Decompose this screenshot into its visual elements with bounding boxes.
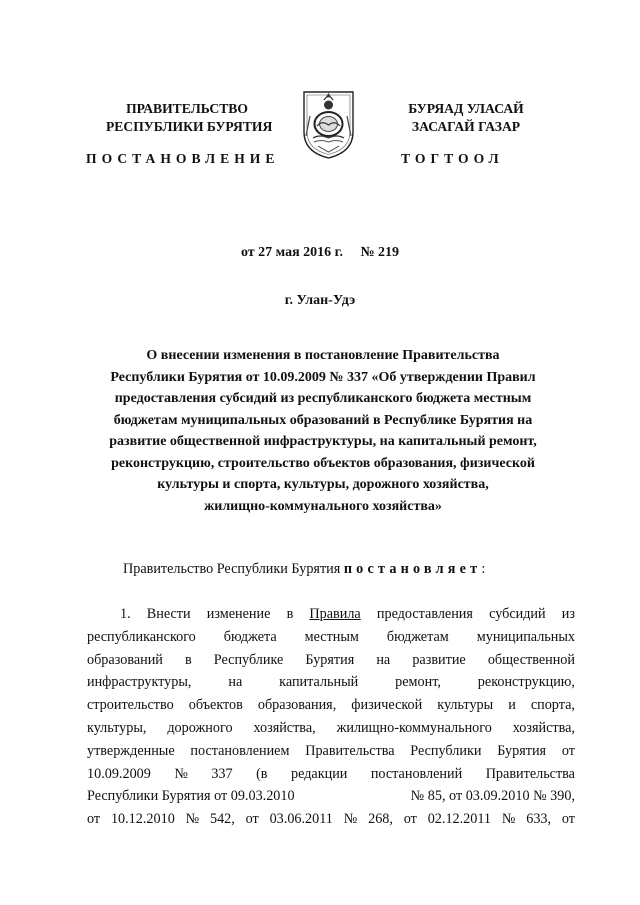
paragraph-word: 10.12.2010	[110, 811, 175, 828]
title-line: культуры и спорта, культуры, дорожного хозяйства,	[157, 477, 489, 492]
paragraph-word: редакции	[290, 765, 348, 782]
paragraph-1	[87, 603, 575, 831]
title-line: О внесении изменения в постановление Правительства	[146, 348, 500, 363]
paragraph-word: бюджета	[223, 628, 277, 645]
paragraph-word: Бурятия	[305, 651, 355, 668]
paragraph-word: физической	[351, 697, 423, 714]
paragraph-line	[87, 626, 575, 649]
paragraph-word: от	[561, 811, 575, 828]
document-date-number: от 27 мая 2016 г. № 219	[240, 245, 400, 260]
paragraph-word: строительство	[87, 697, 174, 714]
paragraph-word: спорта,	[530, 697, 575, 714]
org-name-buryat-line-2: ЗАСАГАЙ ГАЗАР	[411, 119, 521, 134]
paragraph-word: 10.09.2009	[87, 765, 151, 782]
preamble-resolves: постановляет	[343, 561, 482, 577]
paragraph-word: из	[561, 606, 575, 622]
paragraph-word: №	[174, 765, 188, 782]
paragraph-word: бюджетам	[386, 628, 449, 645]
title-line: жилищно-коммунального хозяйства»	[204, 498, 442, 514]
paragraph-word: 542,	[209, 811, 235, 828]
title-line: реконструкцию, строительство объектов образования, физической	[111, 455, 535, 471]
paragraph-line	[87, 808, 575, 831]
paragraph-word: 03.06.2011	[269, 811, 333, 828]
paragraph-word: Правительства	[305, 742, 395, 759]
paragraph-word: утвержденные	[87, 742, 175, 759]
paragraph-word: развитие	[412, 651, 466, 668]
org-name-buryat-line-1: БУРЯАД УЛАСАЙ	[408, 101, 524, 116]
org-name-russian	[106, 100, 273, 136]
preamble	[123, 561, 485, 578]
paragraph-word: Внести	[146, 606, 191, 622]
paragraph-word: муниципальных	[476, 628, 575, 645]
paragraph-line	[87, 694, 575, 717]
preamble-text: Правительство Республики Бурятия	[123, 561, 344, 577]
paragraph-word: реконструкцию,	[477, 674, 575, 691]
paragraph-word: от	[403, 811, 417, 828]
paragraph-word: на	[228, 674, 243, 691]
preamble-colon: :	[481, 561, 486, 577]
paragraph-word: от	[561, 742, 575, 759]
doc-type-buryat: ТОГТООЛ	[401, 151, 504, 166]
paragraph-word: от	[87, 811, 101, 828]
paragraph-word: от	[245, 811, 259, 828]
paragraph-word: республиканского	[87, 628, 196, 645]
paragraph-word: жилищно-коммунального	[336, 719, 492, 736]
paragraph-word: субсидий	[489, 606, 546, 622]
paragraph-word: 1.	[120, 606, 131, 622]
paragraph-word: местным	[304, 628, 359, 645]
paragraph-word: хозяйства,	[512, 719, 575, 736]
paragraph-word: изменение	[206, 606, 271, 622]
paragraph-word: ремонт,	[395, 674, 441, 691]
paragraph-word: постановлений	[370, 765, 463, 782]
paragraph-word: Республике	[213, 651, 284, 668]
paragraph-line	[87, 717, 575, 740]
rules-link[interactable]: Правила	[309, 606, 361, 622]
paragraph-line	[87, 671, 575, 694]
paragraph-word: хозяйства,	[253, 719, 316, 736]
paragraph-line	[87, 603, 575, 626]
title-line: Республики Бурятия от 10.09.2009 № 337 «Об утверждении Правил	[110, 369, 536, 385]
paragraph-word: Правительства	[485, 765, 575, 782]
paragraph-word: 337	[211, 765, 233, 782]
title-line: бюджетам муниципальных образований в Республике Бурятия на	[113, 412, 533, 428]
title-line: предоставления субсидий из республиканского бюджета местным	[114, 391, 532, 406]
paragraph-word: общественной	[487, 651, 575, 668]
title-line: развитие общественной инфраструктуры, на капитальный ремонт,	[109, 434, 537, 449]
paragraph-word: образования,	[257, 697, 337, 714]
paragraph-word: образований	[87, 651, 163, 668]
paragraph-word: Республики Бурятия от 09.03.2010	[87, 788, 295, 805]
paragraph-line	[87, 785, 575, 808]
paragraph-word: № 85, от 03.09.2010 № 390,	[410, 788, 575, 805]
paragraph-word: предоставления	[376, 606, 473, 622]
org-name-buryat	[392, 100, 540, 136]
paragraph-word: в	[286, 606, 294, 622]
paragraph-word: культуры	[437, 697, 494, 714]
paragraph-word: №	[185, 811, 200, 828]
paragraph-word: объектов	[188, 697, 243, 714]
paragraph-word: (в	[256, 765, 268, 782]
paragraph-word: культуры,	[87, 719, 147, 736]
document-city: г. Улан-Удэ	[284, 293, 356, 308]
paragraph-word: №	[343, 811, 358, 828]
paragraph-word: Республики	[410, 742, 482, 759]
paragraph-word: на	[376, 651, 391, 668]
org-name-line-2: РЕСПУБЛИКИ БУРЯТИЯ	[106, 119, 273, 134]
org-name-line-1: ПРАВИТЕЛЬСТВО	[126, 101, 248, 116]
document-title	[84, 345, 562, 517]
paragraph-word: капитальный	[279, 674, 359, 691]
paragraph-word: 633,	[526, 811, 552, 828]
paragraph-word: и	[508, 697, 516, 714]
paragraph-line	[87, 763, 575, 786]
paragraph-word: Бурятия	[497, 742, 547, 759]
doc-type-russian: ПОСТАНОВЛЕНИЕ	[86, 151, 280, 166]
paragraph-word: постановлением	[190, 742, 290, 759]
paragraph-word: №	[501, 811, 516, 828]
paragraph-word: в	[185, 651, 192, 668]
paragraph-word: инфраструктуры,	[87, 674, 192, 691]
paragraph-word: 02.12.2011	[427, 811, 492, 828]
paragraph-line	[87, 740, 575, 763]
paragraph-line	[87, 649, 575, 672]
paragraph-word: 268,	[368, 811, 393, 828]
paragraph-word: дорожного	[167, 719, 233, 736]
coat-of-arms-icon	[300, 88, 357, 160]
